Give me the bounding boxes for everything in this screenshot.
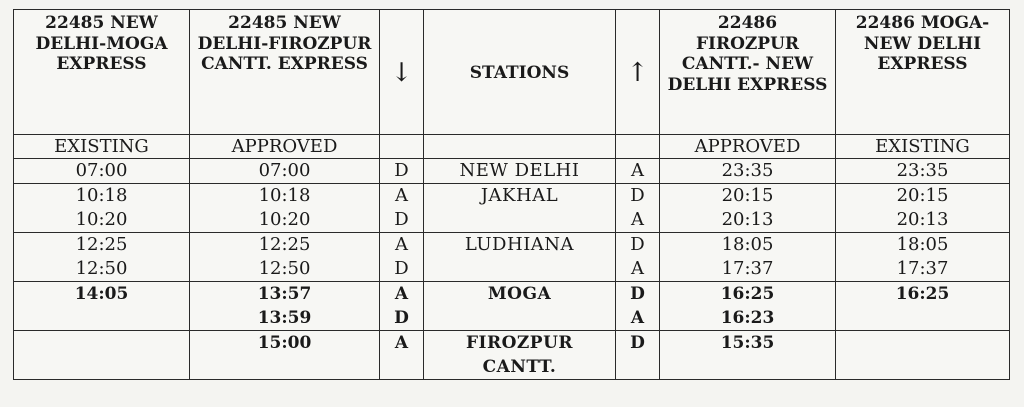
header-stations: STATIONS bbox=[424, 10, 616, 135]
time-cell: 13:59 bbox=[190, 306, 380, 331]
status-blank bbox=[380, 135, 424, 159]
time-cell bbox=[836, 331, 1010, 356]
table-row bbox=[14, 233, 1010, 258]
arr-dep-cell bbox=[380, 355, 424, 380]
arr-dep-cell: A bbox=[380, 233, 424, 258]
header-22486-firozpur: 22486 FIROZPUR CANTT.- NEW DELHI EXPRESS bbox=[660, 10, 836, 135]
time-cell: 15:35 bbox=[660, 331, 836, 356]
time-cell: 18:05 bbox=[836, 233, 1010, 258]
station-cell: FIROZPUR bbox=[424, 331, 616, 356]
arr-dep-cell: D bbox=[616, 282, 660, 307]
status-existing: EXISTING bbox=[836, 135, 1010, 159]
table-row bbox=[14, 331, 1010, 356]
station-cell: JAKHAL bbox=[424, 184, 616, 209]
station-cell bbox=[424, 306, 616, 331]
header-22486-moga: 22486 MOGA-NEW DELHI EXPRESS bbox=[836, 10, 1010, 135]
header-row bbox=[14, 10, 1010, 135]
time-cell: 12:50 bbox=[14, 257, 190, 282]
arr-dep-cell bbox=[616, 355, 660, 380]
time-cell: 10:18 bbox=[190, 184, 380, 209]
time-cell: 12:25 bbox=[14, 233, 190, 258]
down-arrow-icon: ↓ bbox=[380, 10, 424, 135]
time-cell: 07:00 bbox=[14, 159, 190, 184]
table-row bbox=[14, 306, 1010, 331]
time-cell: 20:13 bbox=[836, 208, 1010, 233]
time-cell: 14:05 bbox=[14, 282, 190, 307]
time-cell bbox=[14, 331, 190, 356]
time-cell: 16:25 bbox=[836, 282, 1010, 307]
station-cell: LUDHIANA bbox=[424, 233, 616, 258]
station-cell bbox=[424, 208, 616, 233]
time-cell bbox=[836, 355, 1010, 380]
arr-dep-cell: D bbox=[380, 159, 424, 184]
time-cell: 20:15 bbox=[660, 184, 836, 209]
arr-dep-cell: A bbox=[616, 159, 660, 184]
time-cell: 10:18 bbox=[14, 184, 190, 209]
arr-dep-cell: D bbox=[380, 306, 424, 331]
arr-dep-cell: A bbox=[380, 282, 424, 307]
time-cell: 12:50 bbox=[190, 257, 380, 282]
time-cell: 15:00 bbox=[190, 331, 380, 356]
time-cell: 23:35 bbox=[836, 159, 1010, 184]
table-row bbox=[14, 282, 1010, 307]
time-cell bbox=[660, 355, 836, 380]
header-22485-moga: 22485 NEW DELHI-MOGA EXPRESS bbox=[14, 10, 190, 135]
time-cell: 20:13 bbox=[660, 208, 836, 233]
time-cell bbox=[14, 355, 190, 380]
up-arrow-icon: ↑ bbox=[616, 10, 660, 135]
arr-dep-cell: A bbox=[616, 306, 660, 331]
time-cell: 20:15 bbox=[836, 184, 1010, 209]
arr-dep-cell: A bbox=[616, 257, 660, 282]
time-cell: 12:25 bbox=[190, 233, 380, 258]
time-cell: 13:57 bbox=[190, 282, 380, 307]
timetable bbox=[13, 9, 1010, 380]
arr-dep-cell: D bbox=[616, 233, 660, 258]
arr-dep-cell: A bbox=[380, 331, 424, 356]
station-cell bbox=[424, 257, 616, 282]
time-cell: 10:20 bbox=[190, 208, 380, 233]
time-cell bbox=[190, 355, 380, 380]
time-cell: 17:37 bbox=[660, 257, 836, 282]
station-cell: CANTT. bbox=[424, 355, 616, 380]
table-row bbox=[14, 184, 1010, 209]
time-cell: 16:25 bbox=[660, 282, 836, 307]
arr-dep-cell: D bbox=[380, 208, 424, 233]
time-cell bbox=[836, 306, 1010, 331]
station-cell: MOGA bbox=[424, 282, 616, 307]
table-row bbox=[14, 355, 1010, 380]
table-row bbox=[14, 257, 1010, 282]
status-blank bbox=[424, 135, 616, 159]
status-approved: APPROVED bbox=[660, 135, 836, 159]
arr-dep-cell: D bbox=[380, 257, 424, 282]
status-blank bbox=[616, 135, 660, 159]
status-row bbox=[14, 135, 1010, 159]
arr-dep-cell: D bbox=[616, 331, 660, 356]
status-existing: EXISTING bbox=[14, 135, 190, 159]
table-row bbox=[14, 159, 1010, 184]
time-cell bbox=[14, 306, 190, 331]
time-cell: 23:35 bbox=[660, 159, 836, 184]
status-approved: APPROVED bbox=[190, 135, 380, 159]
arr-dep-cell: D bbox=[616, 184, 660, 209]
time-cell: 10:20 bbox=[14, 208, 190, 233]
time-cell: 18:05 bbox=[660, 233, 836, 258]
station-cell: NEW DELHI bbox=[424, 159, 616, 184]
time-cell: 07:00 bbox=[190, 159, 380, 184]
header-22485-firozpur: 22485 NEW DELHI-FIROZPUR CANTT. EXPRESS bbox=[190, 10, 380, 135]
time-cell: 16:23 bbox=[660, 306, 836, 331]
arr-dep-cell: A bbox=[380, 184, 424, 209]
arr-dep-cell: A bbox=[616, 208, 660, 233]
time-cell: 17:37 bbox=[836, 257, 1010, 282]
table-row bbox=[14, 208, 1010, 233]
